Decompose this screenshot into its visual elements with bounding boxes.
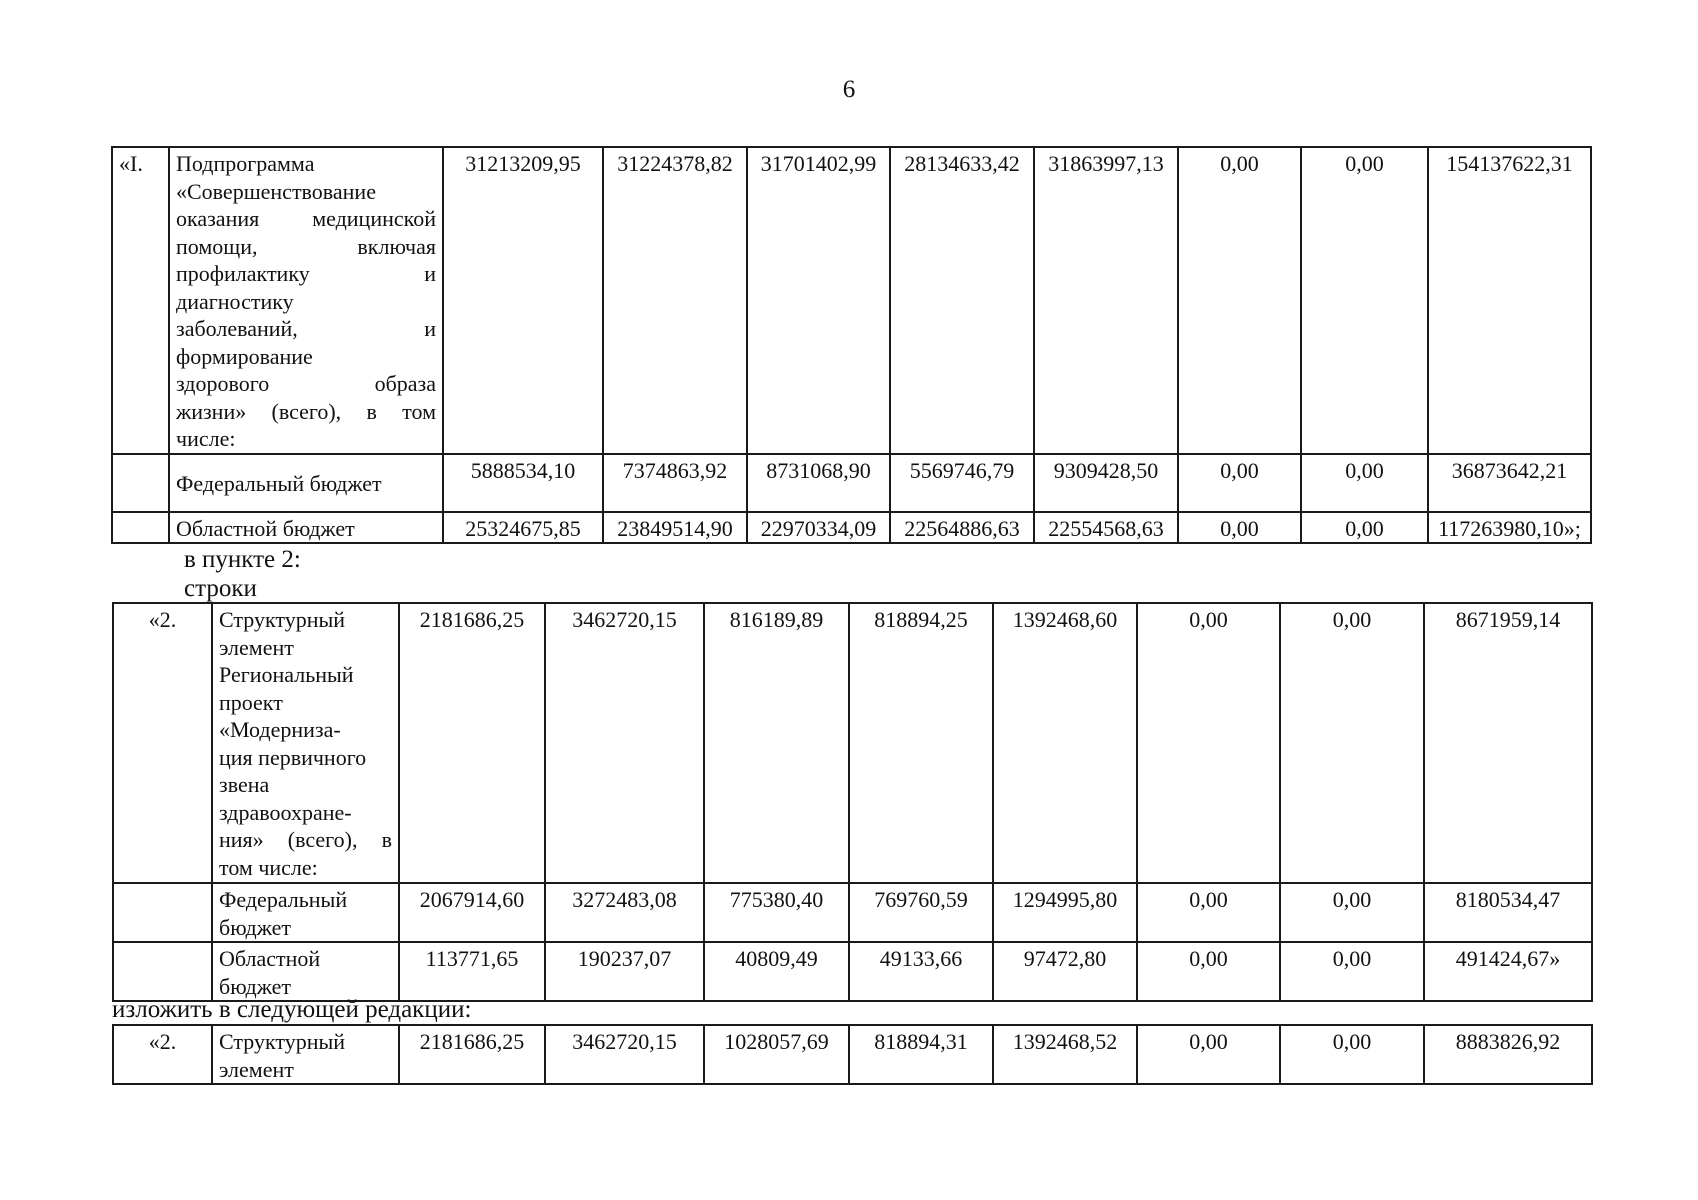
row-number: «2. xyxy=(113,1025,212,1084)
table-row xyxy=(113,603,1592,883)
value-cell: 22554568,63 xyxy=(1034,512,1178,544)
value-cell: 0,00 xyxy=(1301,147,1428,454)
value-cell: 8731068,90 xyxy=(747,454,890,512)
table-row xyxy=(112,512,1591,544)
row-description: Областной бюджет xyxy=(169,512,443,544)
value-cell: 1028057,69 xyxy=(704,1025,849,1084)
description-line: элемент xyxy=(219,1056,294,1082)
table-row xyxy=(113,942,1592,1001)
row-number: «I. xyxy=(112,147,169,454)
description-line: «Модерниза- xyxy=(219,717,341,742)
description-line: ния» (всего), в xyxy=(219,827,392,852)
value-cell: 0,00 xyxy=(1280,883,1424,942)
description-line: профилактику и xyxy=(176,261,436,286)
value-cell: 113771,65 xyxy=(399,942,545,1001)
paragraph-rows: строки xyxy=(184,575,257,602)
subprogram-funding-table xyxy=(111,146,1592,544)
value-cell: 25324675,85 xyxy=(443,512,603,544)
row-description xyxy=(169,147,443,454)
description-line: оказания медицинской xyxy=(176,206,436,231)
value-cell: 818894,31 xyxy=(849,1025,993,1084)
paragraph-new-wording: изложить в следующей редакции: xyxy=(112,996,472,1023)
row-number xyxy=(113,883,212,942)
value-cell: 31224378,82 xyxy=(603,147,747,454)
structural-element-funding-table xyxy=(112,602,1593,1002)
value-cell: 8180534,47 xyxy=(1424,883,1592,942)
value-cell: 28134633,42 xyxy=(890,147,1034,454)
value-cell: 8883826,92 xyxy=(1424,1025,1592,1084)
value-cell: 0,00 xyxy=(1301,454,1428,512)
value-cell: 7374863,92 xyxy=(603,454,747,512)
value-cell: 22970334,09 xyxy=(747,512,890,544)
value-cell: 818894,25 xyxy=(849,603,993,883)
row-description xyxy=(212,603,399,883)
value-cell: 775380,40 xyxy=(704,883,849,942)
value-cell: 2181686,25 xyxy=(399,603,545,883)
value-cell: 0,00 xyxy=(1301,512,1428,544)
value-cell: 0,00 xyxy=(1137,1025,1280,1084)
value-cell: 0,00 xyxy=(1137,603,1280,883)
description-line: бюджет xyxy=(219,914,291,940)
description-line: проект xyxy=(219,689,283,715)
description-line: жизни» (всего), в том xyxy=(176,398,436,424)
description-line: формирование xyxy=(176,343,313,369)
description-line: диагностику xyxy=(176,288,294,314)
value-cell: 40809,49 xyxy=(704,942,849,1001)
value-cell: 0,00 xyxy=(1178,147,1301,454)
description-line: Структурный xyxy=(219,607,346,632)
value-cell: 49133,66 xyxy=(849,942,993,1001)
value-cell: 0,00 xyxy=(1280,1025,1424,1084)
value-cell: 154137622,31 xyxy=(1428,147,1591,454)
value-cell: 3462720,15 xyxy=(545,603,704,883)
table-row xyxy=(112,147,1591,454)
value-cell: 31863997,13 xyxy=(1034,147,1178,454)
value-cell: 0,00 xyxy=(1137,942,1280,1001)
table-row xyxy=(113,1025,1592,1084)
structural-element-new-wording-table xyxy=(112,1024,1593,1085)
value-cell: 0,00 xyxy=(1280,603,1424,883)
description-line: звена xyxy=(219,772,270,797)
row-number: «2. xyxy=(113,603,212,883)
row-number xyxy=(112,512,169,544)
value-cell: 1392468,60 xyxy=(993,603,1137,883)
value-cell: 1294995,80 xyxy=(993,883,1137,942)
value-cell: 31213209,95 xyxy=(443,147,603,454)
description-line: ция первичного xyxy=(219,744,367,770)
description-line: Региональный xyxy=(219,662,354,687)
description-line: заболеваний, и xyxy=(176,316,436,341)
page-number: 6 xyxy=(842,76,856,103)
value-cell: 31701402,99 xyxy=(747,147,890,454)
value-cell: 769760,59 xyxy=(849,883,993,942)
row-description xyxy=(212,942,399,1001)
value-cell: 3272483,08 xyxy=(545,883,704,942)
value-cell: 3462720,15 xyxy=(545,1025,704,1084)
value-cell: 5569746,79 xyxy=(890,454,1034,512)
value-cell: 0,00 xyxy=(1178,454,1301,512)
table-row xyxy=(113,883,1592,942)
value-cell: 190237,07 xyxy=(545,942,704,1001)
value-cell: 2067914,60 xyxy=(399,883,545,942)
value-cell: 22564886,63 xyxy=(890,512,1034,544)
value-cell: 0,00 xyxy=(1280,942,1424,1001)
paragraph-in-item-2: в пункте 2: xyxy=(184,546,301,573)
description-line: элемент xyxy=(219,634,294,660)
description-line: Федеральный xyxy=(219,887,348,912)
row-description xyxy=(212,883,399,942)
row-description xyxy=(212,1025,399,1084)
value-cell: 1392468,52 xyxy=(993,1025,1137,1084)
description-line: помощи, включая xyxy=(176,233,436,259)
description-line: Областной xyxy=(219,946,321,971)
value-cell: 36873642,21 xyxy=(1428,454,1591,512)
value-cell: 9309428,50 xyxy=(1034,454,1178,512)
description-line: здорового образа xyxy=(176,371,436,396)
description-line: бюджет xyxy=(219,973,291,999)
description-line: числе: xyxy=(176,426,236,451)
description-line: здравоохране- xyxy=(219,799,352,825)
row-number xyxy=(112,454,169,512)
value-cell: 5888534,10 xyxy=(443,454,603,512)
value-cell: 117263980,10»; xyxy=(1428,512,1591,544)
row-number xyxy=(113,942,212,1001)
value-cell: 491424,67» xyxy=(1424,942,1592,1001)
description-line: «Совершенствование xyxy=(176,178,376,204)
value-cell: 2181686,25 xyxy=(399,1025,545,1084)
description-line: том числе: xyxy=(219,854,318,880)
value-cell: 0,00 xyxy=(1137,883,1280,942)
description-line: Структурный xyxy=(219,1029,346,1054)
value-cell: 8671959,14 xyxy=(1424,603,1592,883)
description-line: Подпрограмма xyxy=(176,151,315,176)
value-cell: 0,00 xyxy=(1178,512,1301,544)
value-cell: 816189,89 xyxy=(704,603,849,883)
value-cell: 23849514,90 xyxy=(603,512,747,544)
value-cell: 97472,80 xyxy=(993,942,1137,1001)
table-row xyxy=(112,454,1591,512)
row-description: Федеральный бюджет xyxy=(169,454,443,512)
